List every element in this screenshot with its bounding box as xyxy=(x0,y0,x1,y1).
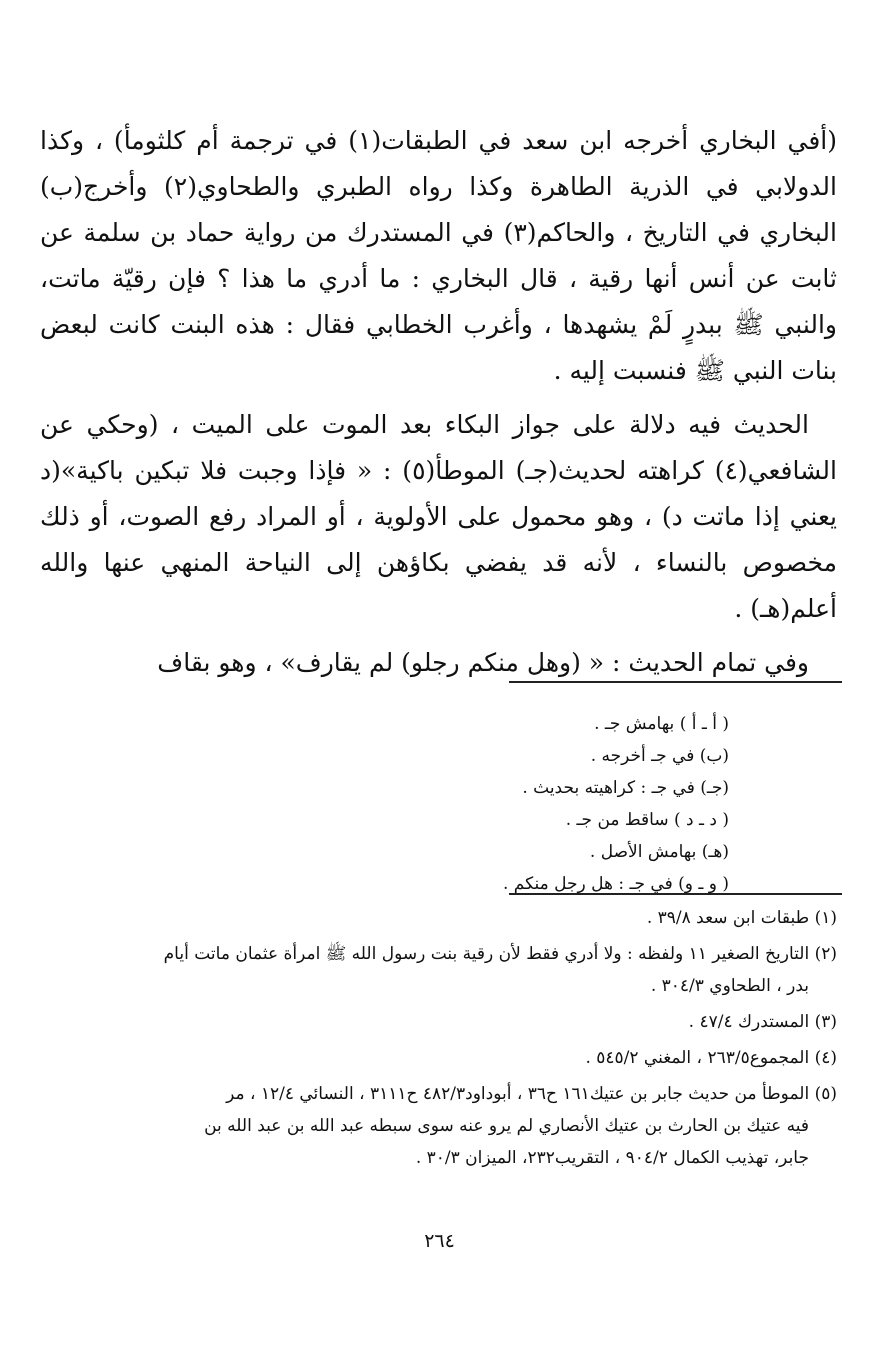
variants-apparatus xyxy=(229,708,729,900)
footnote xyxy=(40,938,837,1002)
footnote-line: (٤) المجموع٢٦٣/٥ ، المغني ٥٤٥/٢ . xyxy=(585,1048,837,1068)
footnote xyxy=(40,1042,837,1074)
footnote-line: (٣) المستدرك ٤٧/٤ . xyxy=(688,1012,837,1032)
variant-note: (ب) في جـ أخرجه . xyxy=(590,746,729,766)
footnote xyxy=(40,1078,837,1174)
variant-note: ( و ـ و) في جـ : هل رجل منكم . xyxy=(503,874,729,894)
footnote-line: بدر ، الطحاوي ٣٠٤/٣ . xyxy=(650,976,809,996)
variant-note: (هـ) بهامش الأصل . xyxy=(589,842,729,862)
variants-separator xyxy=(509,681,842,683)
page-number: ٢٦٤ xyxy=(424,1230,455,1252)
footnote-line: فيه عتيك بن الحارث بن عتيك الأنصاري لم يرو عنه سوى سبطه عبد الله بن عبد الله بن xyxy=(204,1116,809,1136)
footnote xyxy=(40,1006,837,1038)
main-paragraph: (أفي البخاري أخرجه ابن سعد في الطبقات(١) في ترجمة أم كلثومأ) ، وكذا الدولابي في الذرية الطاهرة وكذا رواه الطبري والطحاوي(٢) وأخرج(ب) البخاري في التاريخ ، والحاكم(٣) في المستدرك من رواية حماد بن سلمة عن ثابت عن أنس أنها رقية ، قال البخاري : ما أدري ما هذا ؟ فإن رقيّة ماتت، والنبي ﷺ ببدرٍ لَمْ يشهدها ، وأغرب الخطابي فقال : هذه البنت كانت لبعض بنات النبي ﷺ فنسبت إليه . xyxy=(40,126,837,385)
main-paragraph: وفي تمام الحديث : « (وهل منكم رجلو) لم يقارف» ، وهو بقاف xyxy=(157,648,809,677)
variant-note: ( د ـ د ) ساقط من جـ . xyxy=(565,810,729,830)
footnote-line: (٢) التاريخ الصغير ١١ ولفظه : ولا أدري فقط لأن رقية بنت رسول الله ﷺ امرأة عثمان ماتت أيام xyxy=(163,944,837,964)
variant-note: (جـ) في جـ : كراهيته بحديث . xyxy=(522,778,729,798)
main-text xyxy=(40,118,837,686)
footnote-line: (١) طبقات ابن سعد ٣٩/٨ . xyxy=(646,908,837,928)
footnote xyxy=(40,902,837,934)
footnotes xyxy=(40,902,837,1178)
footnote-line: جابر، تهذيب الكمال ٩٠٤/٢ ، التقريب٢٣٢، الميزان ٣٠/٣ . xyxy=(415,1148,809,1168)
main-paragraph: الحديث فيه دلالة على جواز البكاء بعد الموت على الميت ، (وحكي عن الشافعي(٤) كراهته لحديث(جـ) الموطأ(٥) : « فإذا وجبت فلا تبكين باكية»(د يعني إذا ماتت د) ، وهو محمول على الأولوية ، أو المراد رفع الصوت، أو ذلك مخصوص بالنساء ، لأنه قد يفضي بكاؤهن إلى النياحة المنهي عنها والله أعلم(هـ) . xyxy=(40,410,837,623)
footnote-line: (٥) الموطأ من حديث جابر بن عتيك١٦١ ح٣٦ ، أبوداود٤٨٢/٣ ح٣١١١ ، النسائي ١٢/٤ ، مر xyxy=(226,1084,837,1104)
variant-note: ( أ ـ أ ) بهامش جـ . xyxy=(594,714,729,734)
footnotes-separator xyxy=(509,893,842,895)
